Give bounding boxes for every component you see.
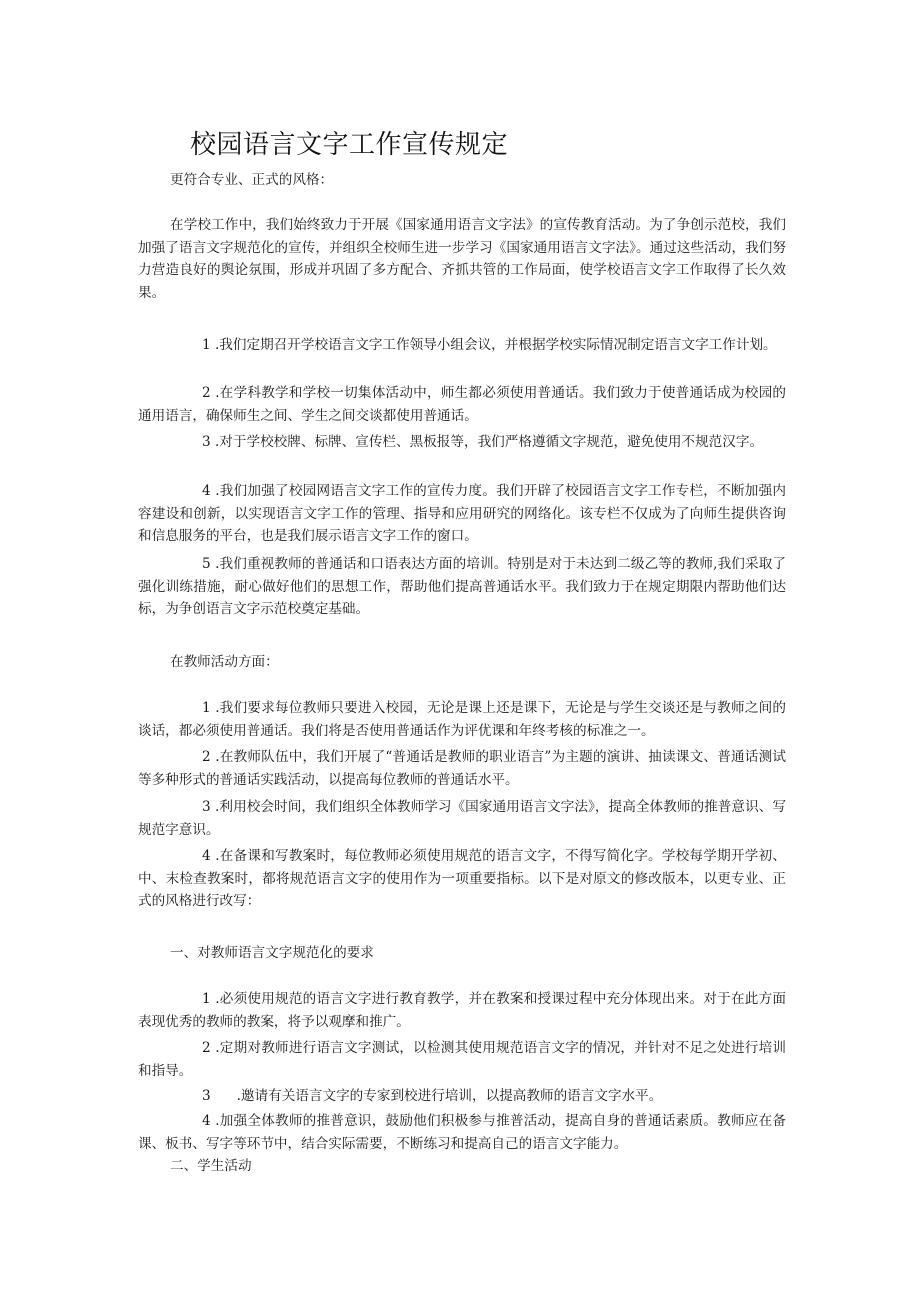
document-subtitle: 更符合专业、正式的风格：	[170, 172, 334, 188]
item-text: .在学科教学和学校一切集体活动中，师生都必须使用普通话。我们致力于使普通话成为校园的通用语言，确保师生之间、学生之间交谈都使用普通话。	[138, 385, 786, 424]
item-number: 1	[202, 337, 211, 353]
school-item-1	[138, 334, 786, 357]
item-number: 1	[202, 700, 211, 716]
item-text: .加强全体教师的推普意识，鼓励他们积极参与推普活动，提高自身的普通话素质。教师应在备课、板书、写字等环节中，结合实际需要，不断练习和提高自己的语言文字能力。	[138, 1113, 786, 1152]
section1-item-4	[138, 1110, 786, 1155]
item-number: 4	[202, 848, 211, 864]
item-text: .利用校会时间，我们组织全体教师学习《国家通用语言文字法》，提高全体教师的推普意识、写规范字意识。	[138, 799, 786, 838]
item-number: 2	[202, 385, 211, 401]
school-item-5	[138, 553, 786, 621]
teacher-activity-heading: 在教师活动方面：	[170, 654, 279, 670]
document-title: 校园语言文字工作宣传规定	[190, 130, 509, 160]
teacher-item-3	[138, 796, 786, 841]
item-text: .对于学校校牌、标牌、宣传栏、黑板报等，我们严格遵循文字规范，避免使用不规范汉字。	[214, 434, 764, 450]
school-item-4	[138, 480, 786, 548]
item-number: 3	[202, 1088, 211, 1104]
item-number: 3	[202, 799, 211, 815]
section1-item-1	[138, 988, 786, 1033]
item-number: 4	[202, 1113, 211, 1129]
item-number: 2	[202, 1040, 211, 1056]
teacher-item-4	[138, 845, 786, 913]
item-number: 1	[202, 991, 211, 1007]
section-1-heading: 一、对教师语言文字规范化的要求	[170, 945, 374, 961]
item-text: .在教师队伍中，我们开展了“普通话是教师的职业语言”为主题的演讲、抽读课文、普通话测试等多种形式的普通话实践活动，以提高每位教师的普通话水平。	[138, 749, 787, 788]
item-number: 3	[202, 434, 211, 450]
item-number: 2	[202, 749, 211, 765]
school-item-3	[138, 431, 786, 454]
section1-item-2	[138, 1037, 786, 1082]
section-2-heading: 二、学生活动	[170, 1158, 252, 1174]
item-text: .邀请有关语言文字的专家到校进行培训，以提高教师的语言文字水平。	[236, 1088, 663, 1104]
item-text: .我们重视教师的普通话和口语表达方面的培训。特别是对于未达到二级乙等的教师,我们采取了强化训练措施，耐心做好他们的思想工作，帮助他们提高普通话水平。我们致力于在规定期限内帮助他们达标，为争创语言文字示范校奠定基础。	[138, 556, 787, 617]
item-text: .定期对教师进行语言文字测试，以检测其使用规范语言文字的情况，并针对不足之处进行培训和指导。	[138, 1040, 786, 1079]
item-number: 4	[202, 483, 211, 499]
item-text: .我们定期召开学校语言文字工作领导小组会议，并根据学校实际情况制定语言文字工作计划。	[214, 337, 777, 353]
school-item-2	[138, 382, 786, 427]
intro-paragraph: 在学校工作中，我们始终致力于开展《国家通用语言文字法》的宣传教育活动。为了争创示范校，我们加强了语言文字规范化的宣传，并组织全校师生进一步学习《国家通用语言文字法》。通过这些活动，我们努力营造良好的舆论氛围，形成并巩固了多方配合、齐抓共管的工作局面，使学校语言文字工作取得了长久效果。	[138, 217, 786, 301]
teacher-item-2	[138, 746, 786, 791]
item-text: .在备课和写教案时，每位教师必须使用规范的语言文字，不得写简化字。学校每学期开学初、中、末检查教案时，都将规范语言文字的使用作为一项重要指标。以下是对原文的修改版本，以更专业、正式的风格进行改写：	[138, 848, 786, 909]
teacher-item-1	[138, 697, 786, 742]
item-text: .我们加强了校园网语言文字工作的宣传力度。我们开辟了校园语言文字工作专栏，不断加强内容建设和创新，以实现语言文字工作的管理、指导和应用研究的网络化。该专栏不仅成为了向师生提供咨询和信息服务的平台，也是我们展示语言文字工作的窗口。	[138, 483, 786, 544]
item-number: 5	[202, 556, 211, 572]
item-text: .必须使用规范的语言文字进行教育教学，并在教案和授课过程中充分体现出来。对于在此方面表现优秀的教师的教案，将予以观摩和推广。	[138, 991, 786, 1030]
item-text: .我们要求每位教师只要进入校园，无论是课上还是课下，无论是与学生交谈还是与教师之间的谈话，都必须使用普通话。我们将是否使用普通话作为评优课和年终考核的标准之一。	[138, 700, 786, 739]
section1-item-3	[138, 1085, 786, 1108]
